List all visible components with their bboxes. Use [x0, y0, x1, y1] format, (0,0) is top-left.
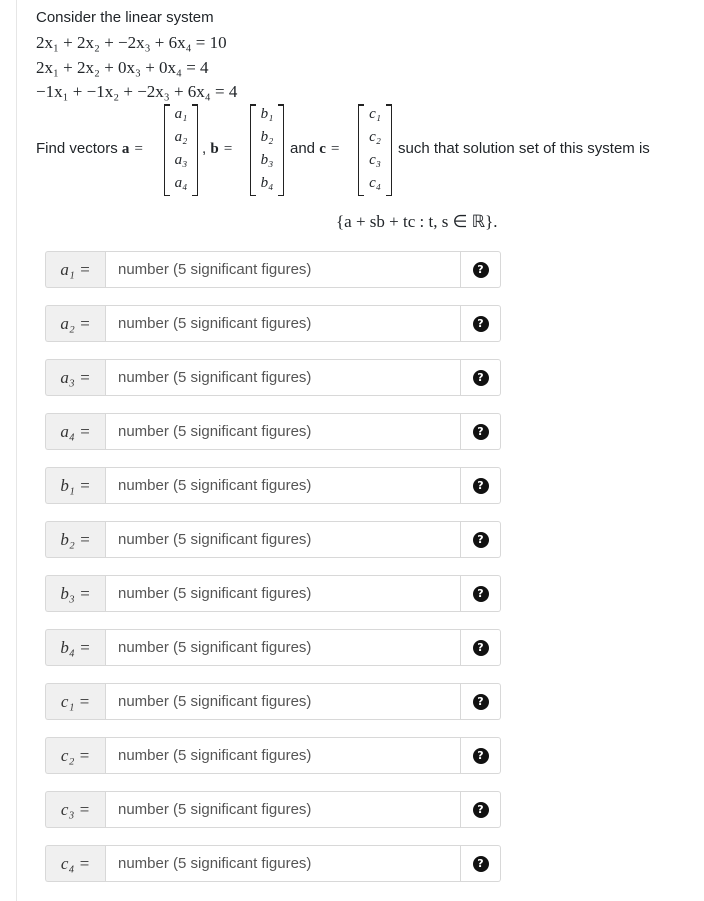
matrix-b [250, 104, 284, 196]
find-prefix: Find vectors [36, 140, 118, 157]
answer-label: c₃ = [45, 791, 105, 828]
answer-label: b₁ = [45, 467, 105, 504]
matrix-c-cell-1: c₁ [369, 106, 381, 122]
answer-input[interactable] [105, 737, 461, 774]
matrix-a-cell-1: a₁ [174, 106, 188, 122]
question-circle-icon: ? [473, 316, 489, 332]
answer-input[interactable] [105, 791, 461, 828]
help-button[interactable] [461, 575, 501, 612]
help-button[interactable] [461, 413, 501, 450]
equals-a: = [133, 141, 144, 157]
help-button[interactable] [461, 359, 501, 396]
vector-c-name: c [319, 141, 326, 157]
answer-row [45, 413, 500, 450]
answer-input[interactable] [105, 845, 461, 882]
matrix-b-cell-2: b₂ [260, 129, 274, 145]
question-circle-icon: ? [473, 478, 489, 494]
answer-row [45, 305, 500, 342]
matrix-b-cell-3: b₃ [260, 152, 274, 168]
question-circle-icon: ? [473, 586, 489, 602]
question-circle-icon: ? [473, 694, 489, 710]
answer-label: c₂ = [45, 737, 105, 774]
answer-row [45, 683, 500, 720]
answer-label: c₄ = [45, 845, 105, 882]
matrix-c-cell-2: c₂ [369, 129, 381, 145]
answer-input[interactable] [105, 575, 461, 612]
answer-label: b₂ = [45, 521, 105, 558]
answer-row [45, 845, 500, 882]
answer-row [45, 251, 500, 288]
help-button[interactable] [461, 521, 501, 558]
matrix-a-cell-2: a₂ [174, 129, 188, 145]
answer-label: a₂ = [45, 305, 105, 342]
help-button[interactable] [461, 845, 501, 882]
question-circle-icon: ? [473, 370, 489, 386]
answer-input[interactable] [105, 359, 461, 396]
equation-3: −1x₁ + −1x₂ + −2x₃ + 6x₄ = 4 [36, 82, 238, 101]
answer-row [45, 467, 500, 504]
equation-2: 2x₁ + 2x₂ + 0x₃ + 0x₄ = 4 [36, 58, 209, 77]
answer-input[interactable] [105, 521, 461, 558]
answer-input[interactable] [105, 413, 461, 450]
question-circle-icon: ? [473, 856, 489, 872]
question-circle-icon: ? [473, 802, 489, 818]
find-b-part [202, 140, 233, 158]
answer-label: c₁ = [45, 683, 105, 720]
matrix-a-cell-3: a₃ [174, 152, 188, 168]
help-button[interactable] [461, 305, 501, 342]
matrix-c-cell-3: c₃ [369, 152, 381, 168]
answer-input[interactable] [105, 305, 461, 342]
equals-b: = [222, 141, 233, 157]
answer-input[interactable] [105, 629, 461, 666]
help-button[interactable] [461, 467, 501, 504]
matrix-c [358, 104, 392, 196]
content-border [16, 0, 17, 901]
help-button[interactable] [461, 791, 501, 828]
help-button[interactable] [461, 251, 501, 288]
matrix-a-cell-4: a₄ [174, 175, 188, 191]
help-button[interactable] [461, 683, 501, 720]
answer-row [45, 737, 500, 774]
solution-set: {a + sb + tc : t, s ∈ ℝ}. [336, 212, 498, 231]
question-circle-icon: ? [473, 424, 489, 440]
answer-input[interactable] [105, 251, 461, 288]
answer-input[interactable] [105, 467, 461, 504]
answer-row [45, 575, 500, 612]
comma-a: , [202, 140, 207, 157]
equals-c: = [330, 141, 341, 157]
help-button[interactable] [461, 629, 501, 666]
answer-row [45, 629, 500, 666]
answer-row [45, 791, 500, 828]
answer-label: a₃ = [45, 359, 105, 396]
vector-b-name: b [210, 141, 219, 157]
vector-a-name: a [121, 141, 130, 157]
help-button[interactable] [461, 737, 501, 774]
question-circle-icon: ? [473, 748, 489, 764]
question-circle-icon: ? [473, 640, 489, 656]
answer-input[interactable] [105, 683, 461, 720]
and-word: and [290, 140, 316, 157]
find-c-part [290, 140, 340, 158]
question-circle-icon: ? [473, 532, 489, 548]
answer-label: a₄ = [45, 413, 105, 450]
answer-label: b₃ = [45, 575, 105, 612]
matrix-c-cell-4: c₄ [369, 175, 381, 191]
matrix-b-cell-1: b₁ [260, 106, 274, 122]
answer-label: a₁ = [45, 251, 105, 288]
find-suffix: such that solution set of this system is [398, 140, 650, 157]
matrix-a [164, 104, 198, 196]
problem-intro: Consider the linear system [36, 9, 214, 26]
question-circle-icon: ? [473, 262, 489, 278]
find-text [36, 140, 144, 158]
answer-row [45, 359, 500, 396]
equation-1: 2x₁ + 2x₂ + −2x₃ + 6x₄ = 10 [36, 33, 227, 52]
answer-label: b₄ = [45, 629, 105, 666]
answer-row [45, 521, 500, 558]
matrix-b-cell-4: b₄ [260, 175, 274, 191]
